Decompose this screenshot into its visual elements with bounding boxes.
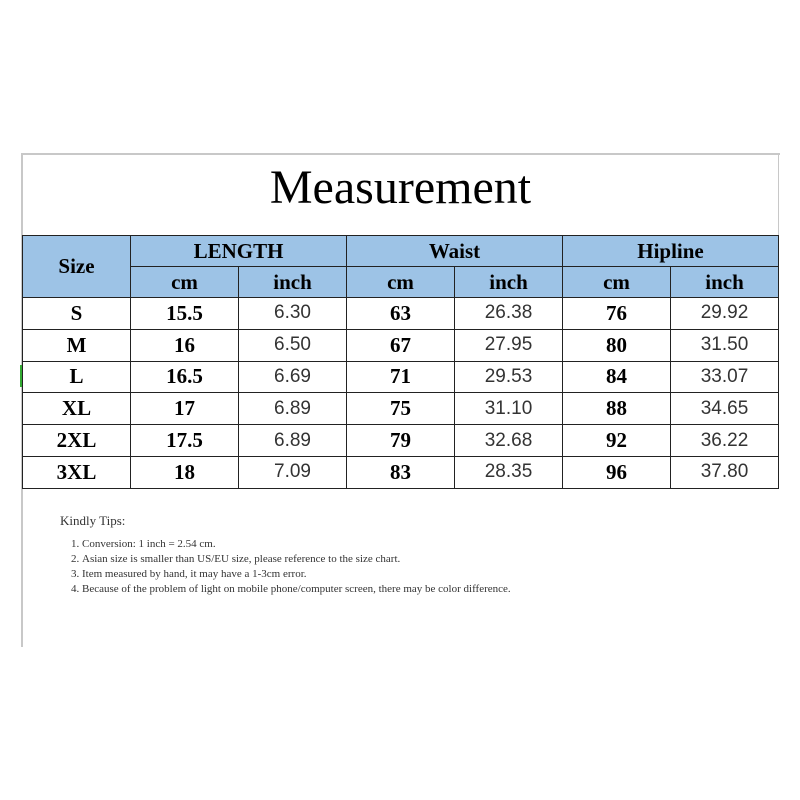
page-title: Measurement	[269, 161, 532, 214]
header-hipline: Hipline	[563, 236, 779, 267]
value-cell: 18	[131, 456, 239, 488]
value-cell: 96	[563, 456, 671, 488]
value-cell: 37.80	[671, 456, 779, 488]
size-cell: S	[23, 298, 131, 330]
value-cell: 31.10	[455, 393, 563, 425]
table-row	[23, 393, 779, 425]
value-cell: 29.53	[455, 361, 563, 393]
tip-item: 4. Because of the problem of light on mobile phone/computer screen, there may be color difference.	[82, 582, 622, 597]
header-waist: Waist	[347, 236, 563, 267]
value-cell: 75	[347, 393, 455, 425]
value-cell: 67	[347, 329, 455, 361]
table-row	[23, 329, 779, 361]
value-cell: 80	[563, 329, 671, 361]
header-size: Size	[23, 236, 131, 298]
value-cell: 83	[347, 456, 455, 488]
value-cell: 32.68	[455, 425, 563, 457]
value-cell: 26.38	[455, 298, 563, 330]
value-cell: 6.69	[239, 361, 347, 393]
value-cell: 17.5	[131, 425, 239, 457]
value-cell: 76	[563, 298, 671, 330]
table-row	[23, 298, 779, 330]
value-cell: 28.35	[455, 456, 563, 488]
header-unit: cm	[131, 267, 239, 298]
header-unit: inch	[671, 267, 779, 298]
size-cell: L	[23, 361, 131, 393]
table-row	[23, 456, 779, 488]
value-cell: 71	[347, 361, 455, 393]
value-cell: 16	[131, 329, 239, 361]
size-cell: M	[23, 329, 131, 361]
tip-item: 1. Conversion: 1 inch = 2.54 cm.	[82, 537, 622, 552]
value-cell: 6.89	[239, 425, 347, 457]
value-cell: 33.07	[671, 361, 779, 393]
tips-section	[60, 513, 622, 597]
value-cell: 17	[131, 393, 239, 425]
tip-item: 3. Item measured by hand, it may have a 1-3cm error.	[82, 567, 622, 582]
header-unit: cm	[347, 267, 455, 298]
header-unit: cm	[563, 267, 671, 298]
header-unit: inch	[455, 267, 563, 298]
value-cell: 6.89	[239, 393, 347, 425]
value-cell: 84	[563, 361, 671, 393]
header-unit: inch	[239, 267, 347, 298]
value-cell: 6.50	[239, 329, 347, 361]
value-cell: 31.50	[671, 329, 779, 361]
header-length: LENGTH	[131, 236, 347, 267]
value-cell: 6.30	[239, 298, 347, 330]
value-cell: 16.5	[131, 361, 239, 393]
value-cell: 88	[563, 393, 671, 425]
tip-item: 2. Asian size is smaller than US/EU size, please reference to the size chart.	[82, 552, 622, 567]
size-table	[22, 235, 779, 489]
value-cell: 79	[347, 425, 455, 457]
value-cell: 27.95	[455, 329, 563, 361]
table-row	[23, 361, 779, 393]
table-row	[23, 425, 779, 457]
value-cell: 63	[347, 298, 455, 330]
value-cell: 34.65	[671, 393, 779, 425]
size-cell: 3XL	[23, 456, 131, 488]
value-cell: 36.22	[671, 425, 779, 457]
size-cell: 2XL	[23, 425, 131, 457]
value-cell: 29.92	[671, 298, 779, 330]
value-cell: 7.09	[239, 456, 347, 488]
size-cell: XL	[23, 393, 131, 425]
value-cell: 15.5	[131, 298, 239, 330]
value-cell: 92	[563, 425, 671, 457]
tips-heading: Kindly Tips:	[60, 513, 126, 528]
